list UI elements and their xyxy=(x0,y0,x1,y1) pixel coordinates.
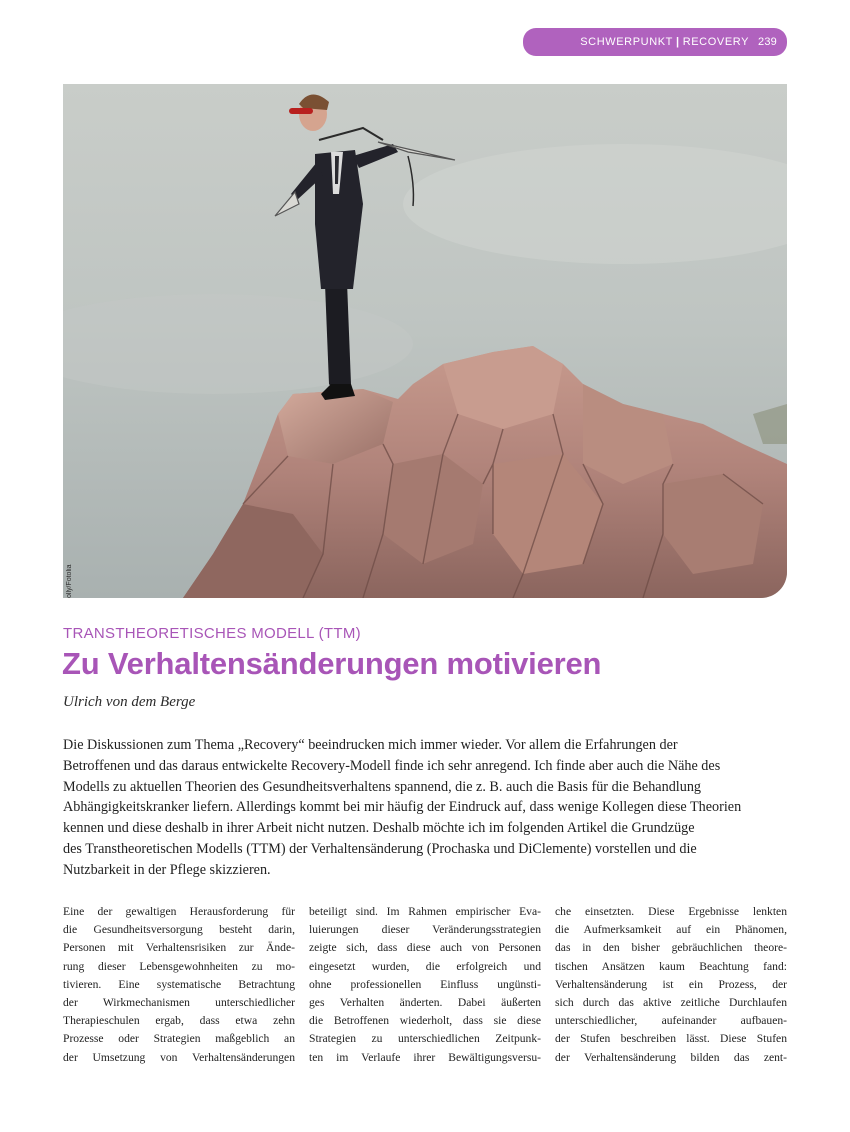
body-line: sich durch das aktive zeitliche Durchlaufen xyxy=(555,996,787,1010)
lead-line: Nutzbarkeit in der Pflege skizzieren. xyxy=(63,861,271,878)
body-line: die Betroffenen wiederholt, dass sie diese xyxy=(309,1014,541,1028)
section-header xyxy=(523,28,787,56)
body-line: eingesetzt wurden, die erfolgreich und xyxy=(309,959,541,973)
body-line: die Aufmerksamkeit auf ein Phänomen, xyxy=(555,923,787,937)
photo-credit: olly/Fotolia xyxy=(66,564,73,598)
body-column-3 xyxy=(555,903,787,1067)
body-line: der Verhaltensänderung bilden das zent- xyxy=(555,1050,787,1064)
page-number: 239 xyxy=(758,36,777,48)
lead-line: kennen und diese deshalb in ihrer Arbeit nicht nutzen. Deshalb möchte ich im folgenden Artikel die Grundzüge xyxy=(63,820,695,837)
section-label: SCHWERPUNKT xyxy=(580,36,674,48)
body-line: Strategien zu unterschiedlichen Zeitpunk- xyxy=(309,1032,541,1046)
article-title: Zu Verhaltensänderungen motivieren xyxy=(62,646,602,681)
body-line: tischen Ansätzen kaum Beachtung fand: xyxy=(555,959,787,973)
body-line: der Umsetzung von Verhaltensänderungen xyxy=(63,1050,295,1064)
body-line: Personen mit Verhaltensrisiken zur Ände- xyxy=(63,941,295,955)
lead-line: Die Diskussionen zum Thema „Recovery“ beeindrucken mich immer wieder. Vor allem die Erfahrungen der xyxy=(63,737,678,753)
lead-line: Modells zu aktuellen Theorien des Gesundheitsverhaltens spannend, die z. B. auch die Basis für die Behandlung xyxy=(63,778,702,795)
body-line: ges Verhalten änderten. Dabei äußerten xyxy=(309,996,541,1010)
lead-line: Betroffenen und das daraus entwickelte Recovery-Modell finde ich sehr anregend. Ich finde aber auch die Nähe des xyxy=(63,757,721,774)
body-line: Therapieschulen ergab, dass etwa zehn xyxy=(63,1014,295,1028)
body-line: ten im Verlaufe ihrer Bewältigungsversu- xyxy=(309,1050,541,1064)
body-line: ohne professionellen Einfluss ungünsti- xyxy=(309,977,541,991)
body-line: Verhaltensänderung ist ein Prozess, der xyxy=(555,977,787,991)
body-line: rung dieser Lebensgewohnheiten zu mo- xyxy=(63,959,295,973)
body-line: luierungen dieser Veränderungsstrategien xyxy=(309,923,541,937)
article-lead xyxy=(63,735,788,881)
body-line: der Wirkmechanismen unterschiedlicher xyxy=(63,996,295,1010)
lead-line: des Transtheoretischen Modells (TTM) der Verhaltensänderung (Prochaska und DiClemente) vorstellen und die xyxy=(63,840,697,857)
body-line: die Gesundheitsversorgung besteht darin, xyxy=(63,923,295,937)
body-line: tivieren. Eine systematische Betrachtung xyxy=(63,977,295,991)
section-separator: | xyxy=(676,36,680,48)
body-column-1 xyxy=(63,903,295,1067)
hero-image xyxy=(63,84,787,598)
article-author: Ulrich von dem Berge xyxy=(63,694,196,710)
body-line: das in den bisher gebräuchlichen theore- xyxy=(555,941,787,955)
body-line: Eine der gewaltigen Herausforderung für xyxy=(63,905,295,918)
body-line: Prozesse oder Strategien maßgeblich an xyxy=(63,1032,295,1046)
body-column-2 xyxy=(309,903,541,1067)
article-kicker: TRANSTHEORETISCHES MODELL (TTM) xyxy=(63,625,361,642)
topic-label: RECOVERY xyxy=(682,36,750,48)
body-line: beteiligt sind. Im Rahmen empirischer Eva- xyxy=(309,905,541,918)
lead-line: Abhängigkeitskranker liefern. Allerdings kommt bei mir häufig der Eindruck auf, dass wenige Kollegen diese Theorien xyxy=(63,799,742,816)
body-line: der Stufen beschreiben lässt. Diese Stufen xyxy=(555,1032,787,1046)
body-line: zeigte sich, dass diese auch von Personen xyxy=(309,941,541,955)
body-line: che einsetzten. Diese Ergebnisse lenkten xyxy=(555,905,787,918)
body-line: unterschiedlicher, aufeinander aufbauen- xyxy=(555,1014,787,1028)
